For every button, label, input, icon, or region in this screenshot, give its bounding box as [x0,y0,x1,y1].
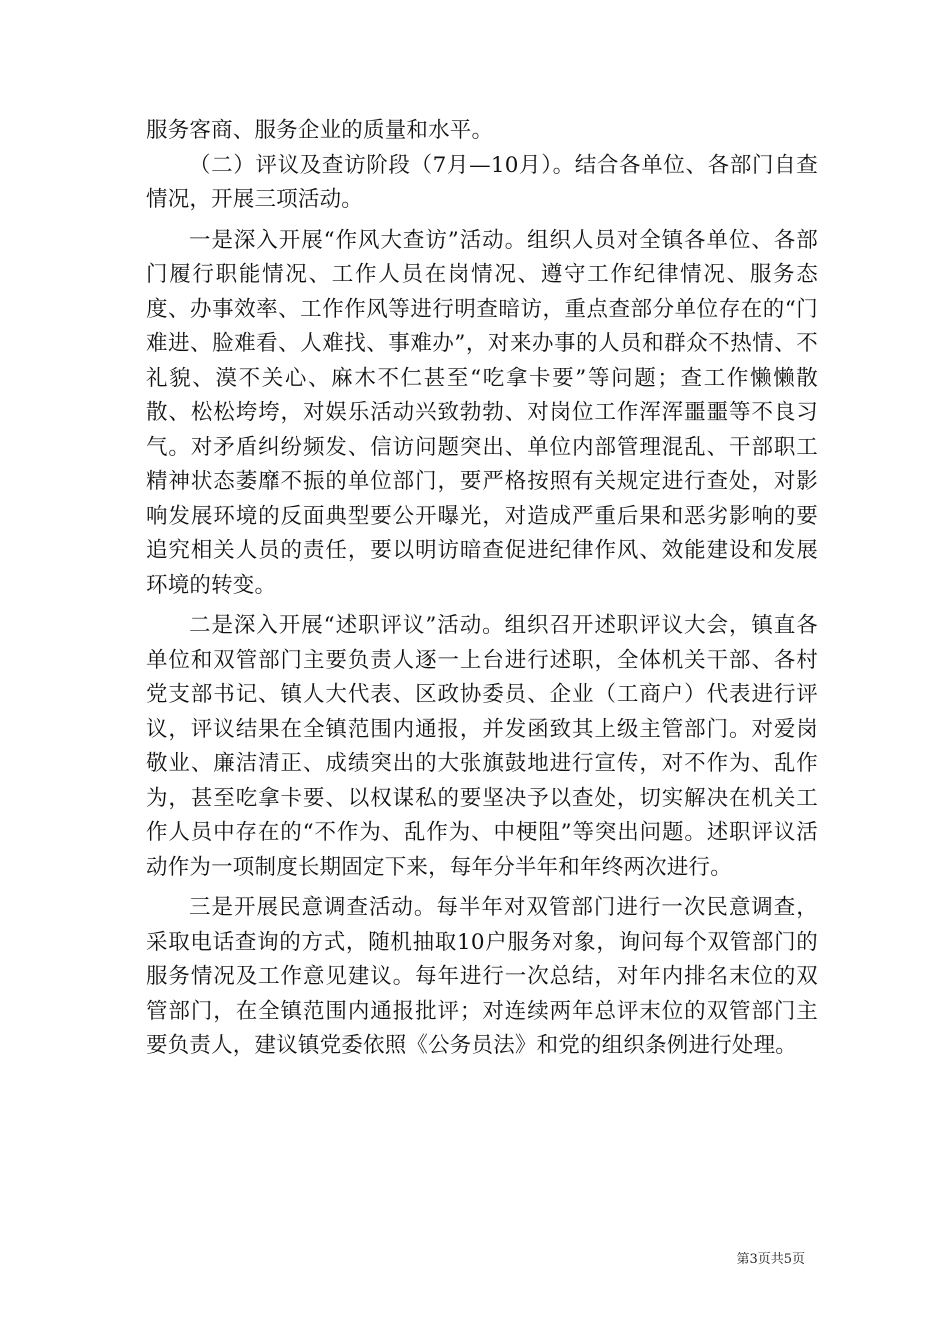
document-body [146,114,818,1064]
paragraph-inspection-activity: 一是深入开展“作风大查访”活动。组织人员对全镇各单位、各部门履行职能情况、工作人员在岗情况、遵守工作纪律情况、服务态度、办事效率、工作作风等进行明查暗访，重点查部分单位存在的“门难进、脸难看、人难找、事难办”，对来办事的人员和群众不热情、不礼貌、漠不关心、麻木不仁甚至“吃拿卡要”等问题；查工作懒懒散散、松松垮垮，对娱乐活动兴致勃勃、对岗位工作浑浑噩噩等不良习气。对矛盾纠纷频发、信访问题突出、单位内部管理混乱、干部职工精神状态萎靡不振的单位部门，要严格按照有关规定进行查处，对影响发展环境的反面典型要公开曝光，对造成严重后果和恶劣影响的要追究相关人员的责任，要以明访暗查促进纪律作风、效能建设和发展环境的转变。 [146,227,818,598]
paragraph-continuation: 服务客商、服务企业的质量和水平。 [146,118,494,143]
paragraph-stage-two-heading: （二）评议及查访阶段（7月—10月）。结合各单位、各部门自查情况，开展三项活动。 [146,152,818,212]
page-number-footer: 第3页共5页 [736,1252,805,1267]
paragraph-survey-activity: 三是开展民意调查活动。每半年对双管部门进行一次民意调查，采取电话查询的方式，随机抽取10户服务对象，询问每个双管部门的服务情况及工作意见建议。每年进行一次总结，对年内排名末位的双管部门，在全镇范围内通报批评；对连续两年总评末位的双管部门主要负责人，建议镇党委依照《公务员法》和党的组织条例进行处理。 [146,895,818,1058]
paragraph-review-activity: 二是深入开展“述职评议”活动。组织召开述职评议大会，镇直各单位和双管部门主要负责人逐一上台进行述职，全体机关干部、各村党支部书记、镇人大代表、区政协委员、企业（工商户）代表进行评议，评议结果在全镇范围内通报，并发函致其上级主管部门。对爱岗敬业、廉洁清正、成绩突出的大张旗鼓地进行宣传，对不作为、乱作为，甚至吃拿卡要、以权谋私的要坚决予以查处，切实解决在机关工作人员中存在的“不作为、乱作为、中梗阻”等突出问题。述职评议活动作为一项制度长期固定下来，每年分半年和年终两次进行。 [146,613,818,880]
